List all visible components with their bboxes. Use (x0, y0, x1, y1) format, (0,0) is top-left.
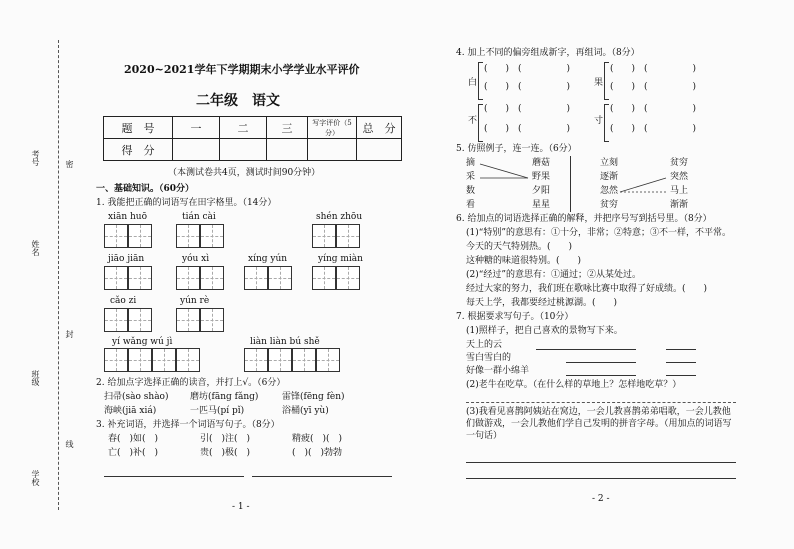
q3-heading: 3. 补充词语，并选择一个词语写句子。（8分） (96, 420, 280, 430)
exam-title: 2020~2021学年下学期期末小学学业水平评价 (124, 63, 360, 76)
score-cell (357, 139, 402, 161)
score-cell (173, 139, 220, 161)
pinyin-label: cǎo zi (110, 296, 137, 306)
q3-item: 引( )注( ) (200, 434, 251, 444)
score-header-cell: 题 号 (104, 117, 173, 139)
q3-item: 春( )如( ) (108, 434, 159, 444)
writing-grid[interactable] (104, 308, 128, 332)
binding-word-2: 封 (65, 330, 74, 338)
pinyin-label: xiān huō (108, 212, 147, 222)
writing-grid[interactable] (176, 266, 200, 290)
writing-grid[interactable] (336, 224, 360, 248)
score-cell (267, 139, 308, 161)
score-label-cell: 得 分 (104, 139, 173, 161)
answer-line[interactable] (466, 402, 736, 403)
q2-item: 浴桶(yī yù) (282, 406, 329, 416)
writing-grid[interactable] (200, 308, 224, 332)
q5-word: 渐渐 (670, 200, 689, 210)
q5-word: 逐渐 (600, 172, 619, 182)
writing-grid[interactable] (200, 266, 224, 290)
writing-grid[interactable] (176, 224, 200, 248)
writing-grid[interactable] (268, 348, 292, 372)
q5-word: 立刻 (600, 158, 619, 168)
q4-blank-row: ( ) ( ) (484, 124, 571, 134)
answer-line[interactable] (466, 462, 736, 463)
q5-example-links (476, 156, 706, 212)
answer-line[interactable] (666, 362, 696, 363)
score-cell (220, 139, 267, 161)
writing-grid[interactable] (268, 266, 292, 290)
q5-word: 采 (466, 172, 476, 182)
q4-heading: 4. 加上不同的偏旁组成新字，再组词。（8分） (456, 48, 640, 58)
q6-b-1: 经过大家的努力，我们班在歌咏比赛中取得了好成绩。( ) (466, 284, 708, 294)
score-header-cell: 一 (173, 117, 220, 139)
writing-grid[interactable] (312, 266, 336, 290)
answer-line[interactable] (104, 476, 244, 477)
writing-grid[interactable] (104, 266, 128, 290)
q4-blank-row: ( ) ( ) (610, 124, 697, 134)
q4-base-char: 寸 (594, 116, 604, 126)
q2-item: 雷锋(fēng fèn) (282, 392, 345, 402)
page-number-2: - 2 - (592, 494, 610, 504)
writing-grid[interactable] (200, 224, 224, 248)
q6-part-a: (1)“特别”的意思有：①十分，非常；②特意；③不一样，不平常。 (466, 228, 731, 238)
brace (478, 104, 483, 142)
writing-grid[interactable] (292, 348, 316, 372)
writing-grid[interactable] (128, 224, 152, 248)
writing-grid[interactable] (104, 224, 128, 248)
writing-grid[interactable] (128, 266, 152, 290)
pinyin-label: liàn liàn bú shě (250, 337, 320, 347)
q7-1-b: 雪白雪白的 (466, 353, 512, 363)
q4-base-char: 果 (594, 78, 604, 88)
q4-base-char: 白 (468, 78, 478, 88)
writing-grid[interactable] (128, 308, 152, 332)
q4-blank-row: ( ) ( ) (610, 64, 697, 74)
q5-word: 看 (466, 200, 476, 210)
q2-item: 扫帚(sào shào) (104, 392, 169, 402)
q4-blank-row: ( ) ( ) (610, 82, 697, 92)
score-header-cell: 总 分 (357, 117, 402, 139)
q5-heading: 5. 仿照例子，连一连。（6分） (456, 144, 577, 154)
q6-a-1: 今天的天气特别热。( ) (466, 242, 573, 252)
q6-part-b: (2)“经过”的意思有：①通过；②从某处过。 (466, 270, 641, 280)
answer-line[interactable] (566, 362, 636, 363)
q6-a-2: 这种糖的味道很特别。( ) (466, 256, 582, 266)
writing-grid[interactable] (316, 348, 340, 372)
q4-blank-row: ( ) ( ) (484, 64, 571, 74)
pinyin-label: yí wǎng wú jì (112, 337, 173, 347)
q7-heading: 7. 根据要求写句子。（10分） (456, 312, 574, 322)
q1-heading: 1. 我能把正确的词语写在田字格里。（14分） (96, 198, 277, 208)
score-header-cell: 写字评价（5分） (308, 117, 357, 139)
writing-grid[interactable] (176, 308, 200, 332)
writing-grid[interactable] (336, 266, 360, 290)
q5-word: 贫穷 (670, 158, 689, 168)
pinyin-label: shén zhōu (316, 212, 363, 222)
answer-line[interactable] (566, 349, 636, 350)
writing-grid[interactable] (128, 348, 152, 372)
q5-word: 蘑菇 (532, 158, 551, 168)
binding-label-exam-no: 考号 (31, 150, 40, 166)
writing-grid[interactable] (312, 224, 336, 248)
q4-blank-row: ( ) ( ) (484, 104, 571, 114)
q2-item: 一匹马(pí pǐ) (190, 406, 245, 416)
q5-word: 忽然 (600, 186, 619, 196)
pinyin-label: xíng yún (248, 254, 288, 264)
answer-line[interactable] (252, 476, 392, 477)
q2-item: 海峡(jiā xiá) (104, 406, 157, 416)
pinyin-label: yún rè (180, 296, 210, 306)
writing-grid[interactable] (244, 348, 268, 372)
q5-word: 野果 (532, 172, 551, 182)
answer-line[interactable] (666, 375, 696, 376)
binding-line (58, 40, 59, 510)
pinyin-label: tián cài (182, 212, 216, 222)
brace (478, 62, 483, 100)
q4-blank-row: ( ) ( ) (610, 104, 697, 114)
page-number-1: - 1 - (232, 502, 250, 512)
pinyin-label: yóu xì (182, 254, 210, 264)
binding-label-class: 班级 (31, 370, 40, 386)
q5-word: 夕阳 (532, 186, 551, 196)
brace (604, 104, 609, 142)
score-header-cell: 二 (220, 117, 267, 139)
q2-heading: 2. 给加点字选择正确的读音，并打上√。（6分） (96, 378, 286, 388)
exam-subtitle: 二年级 语文 (196, 93, 280, 109)
q7-part-1: (1)照样子，把自己喜欢的景物写下来。 (466, 326, 623, 336)
q7-part-3: (3)我看见喜鹊阿姨站在窝边，一会儿教喜鹊弟弟唱歌，一会儿教他们做游戏，一会儿教他们学自己发明的拼音字母。（用加点的词语写一句话） (466, 407, 732, 441)
notice: （本测试卷共4页，测试时间90分钟） (168, 168, 321, 178)
binding-word-3: 线 (65, 440, 74, 448)
q7-1-c: 好像一群小绵羊 (466, 366, 530, 376)
q5-word: 星星 (532, 200, 551, 210)
q5-word: 数 (466, 186, 476, 196)
q7-1-a: 天上的云 (466, 340, 503, 350)
score-cell (308, 139, 357, 161)
q5-word: 突然 (670, 172, 689, 182)
q5-word: 马上 (670, 186, 689, 196)
score-header-cell: 三 (267, 117, 308, 139)
q2-item: 磨坊(fāng fǎng) (190, 392, 259, 402)
answer-line[interactable] (566, 375, 636, 376)
q4-base-char: 不 (468, 116, 478, 126)
writing-grid[interactable] (104, 348, 128, 372)
writing-grid[interactable] (176, 348, 200, 372)
brace (604, 62, 609, 100)
q3-item: ( )( )勃勃 (292, 448, 343, 458)
binding-label-name: 姓名 (31, 240, 40, 256)
answer-line[interactable] (666, 349, 696, 350)
writing-grid[interactable] (244, 266, 268, 290)
answer-line[interactable] (466, 478, 736, 479)
pinyin-label: yíng miàn (318, 254, 363, 264)
q6-heading: 6. 给加点的词语选择正确的解释，并把序号写到括号里。（8分） (456, 214, 712, 224)
q5-word: 摘 (466, 158, 476, 168)
writing-grid[interactable] (152, 348, 176, 372)
q5-word: 贫穷 (600, 200, 619, 210)
binding-word-1: 密 (65, 160, 74, 168)
q6-b-2: 每天上学，我都要经过桃源湖。( ) (466, 298, 618, 308)
section1-heading: 一、基础知识。（60分） (96, 184, 195, 194)
score-table (103, 116, 402, 161)
q3-item: 亡( )补( ) (108, 448, 159, 458)
q3-item: 精疲( )( ) (292, 434, 343, 444)
binding-label-school: 学校 (31, 470, 40, 486)
q7-part-2: (2)老牛在吃草。（在什么样的草地上？怎样地吃草？） (466, 380, 682, 390)
q4-blank-row: ( ) ( ) (484, 82, 571, 92)
pinyin-label: jiāo jiān (108, 254, 145, 264)
q3-item: 贵( )极( ) (200, 448, 251, 458)
